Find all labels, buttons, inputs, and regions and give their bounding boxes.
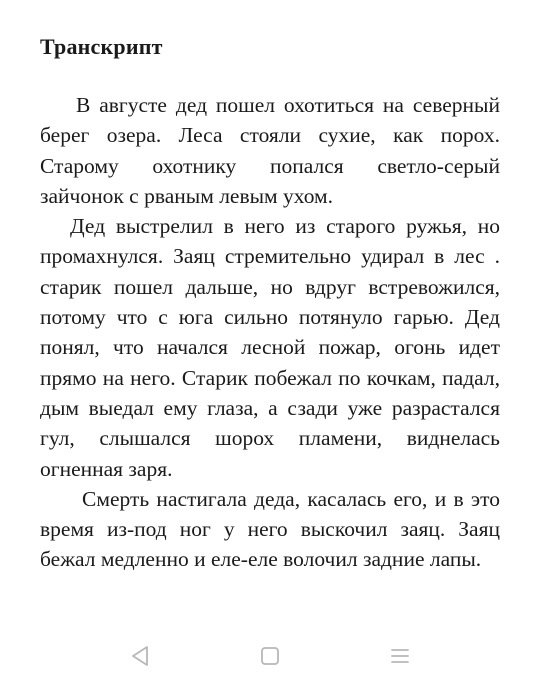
- system-navigation-bar: [0, 636, 540, 676]
- transcript-body: [40, 90, 500, 575]
- back-button[interactable]: [128, 644, 152, 668]
- home-button[interactable]: [258, 644, 282, 668]
- home-square-icon: [260, 646, 280, 666]
- paragraph-2: Дед выстрелил в него из старого ружья, но промахнулся. Заяц стремительно удирал в лес . старик пошел дальше, но вдруг встревожился, потому что с юга сильно потянуло гарью. Дед понял, что начался лесной пожар, огонь идет прямо на него. Старик побежал по кочкам, падал, дым выедал ему глаза, а сзади уже разрастался гул, слышался шорох пламени, виднелась огненная заря.: [40, 214, 500, 481]
- paragraph-3: Смерть настигала деда, касалась его, и в это время из-под ног у него выскочил заяц. Заяц бежал медленно и еле-еле волочил задние лапы.: [40, 486, 500, 572]
- page-title: Транскрипт: [40, 34, 163, 59]
- paragraph-1: В августе дед пошел охотиться на северный берег озера. Леса стояли сухие, как порох. Старому охотнику попался светло-серый зайчонок с рваным левым ухом.: [40, 93, 500, 208]
- back-triangle-icon: [130, 645, 150, 667]
- menu-lines-icon: [390, 646, 410, 666]
- menu-button[interactable]: [388, 644, 412, 668]
